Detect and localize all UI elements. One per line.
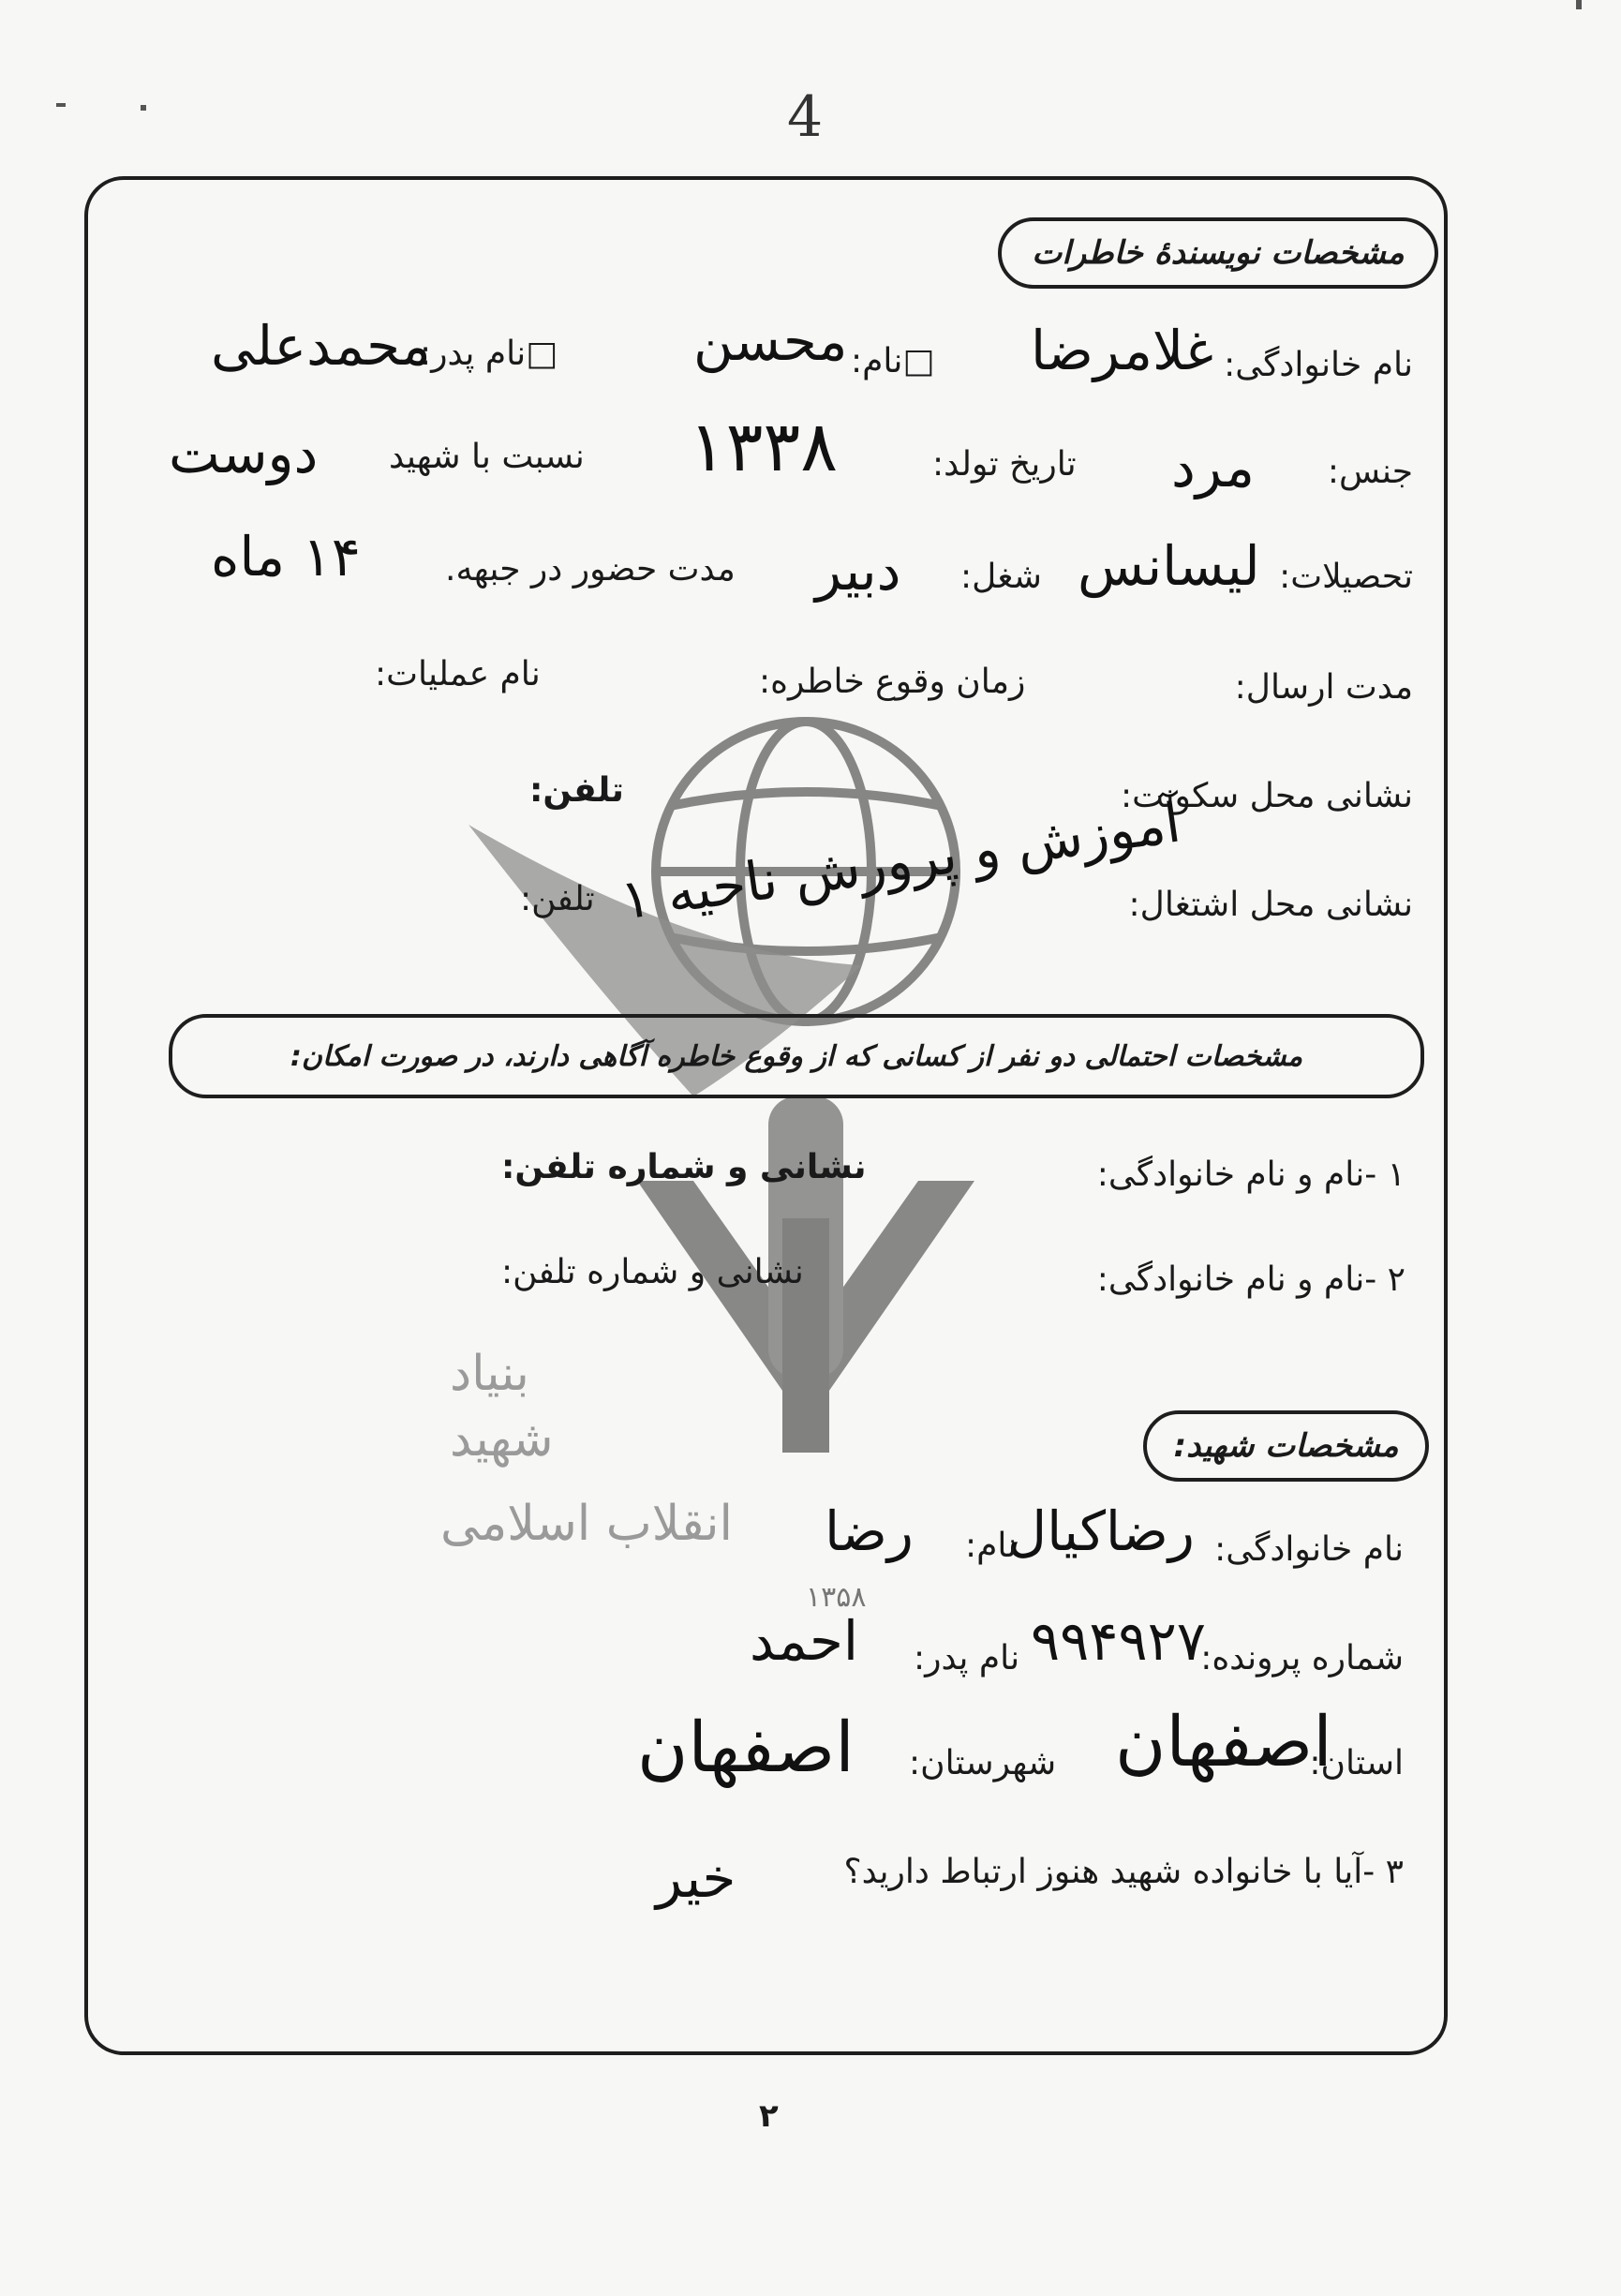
martyr-first-name-label: نام: bbox=[965, 1527, 1018, 1565]
martyr-family-name-value: رضاکیال bbox=[1007, 1499, 1195, 1563]
writer-education-label: تحصیلات: bbox=[1279, 558, 1413, 596]
section-title-writer: مشخصات نویسندهٔ خاطرات bbox=[998, 217, 1438, 289]
witness-1-contact-label: نشانی و شماره تلفن: bbox=[501, 1148, 867, 1186]
witness-2-name-label: ۲ -نام و نام خانوادگی: bbox=[1096, 1260, 1405, 1299]
handwritten-page-mark: 4 bbox=[787, 84, 824, 150]
martyr-city-label: شهرستان: bbox=[909, 1744, 1057, 1782]
witness-2-contact-label: نشانی و شماره تلفن: bbox=[501, 1253, 804, 1291]
writer-father-name-value: محمدعلی bbox=[211, 314, 431, 378]
writer-family-name-value: غلامرضا bbox=[1031, 319, 1213, 382]
stamp-line-1: بنیاد bbox=[450, 1346, 529, 1402]
work-address-value: آموزش و پرورش ناحیه ۱ bbox=[617, 790, 1184, 932]
section-title-witnesses: مشخصات احتمالی دو نفر از کسانی که از وقوع خاطره آگاهی دارند، در صورت امکان: bbox=[169, 1014, 1424, 1098]
section-title-martyr: مشخصات شهید: bbox=[1143, 1410, 1429, 1482]
writer-gender-value: مرد bbox=[1171, 436, 1255, 499]
memory-time-label: زمان وقوع خاطره: bbox=[759, 663, 1026, 701]
writer-birth-date-value: ۱۳۳۸ bbox=[689, 407, 838, 487]
martyr-file-number-label: شماره پرونده: bbox=[1200, 1639, 1404, 1677]
martyr-contact-answer: خیر bbox=[656, 1846, 736, 1910]
scan-speck bbox=[141, 105, 146, 111]
witness-1-name-label: ۱ -نام و نام خانوادگی: bbox=[1096, 1155, 1405, 1194]
writer-job-value: دبیر bbox=[815, 539, 901, 603]
martyr-file-number-value: ۹۹۴۹۲۷ bbox=[1031, 1609, 1206, 1673]
martyr-province-label: استان: bbox=[1309, 1744, 1404, 1782]
stamp-line-2: شهید bbox=[450, 1411, 554, 1468]
writer-gender-label: جنس: bbox=[1327, 453, 1413, 491]
writer-first-name-value: محسن bbox=[693, 309, 848, 373]
martyr-contact-question: ۳ -آیا با خانواده شهید هنوز ارتباط دارید؟ bbox=[843, 1853, 1404, 1891]
martyr-father-name-label: نام پدر: bbox=[914, 1639, 1020, 1677]
writer-front-duration-label: مدت حضور در جبهه. bbox=[445, 550, 736, 589]
scan-speck bbox=[56, 103, 66, 107]
stamp-year: ۱۳۵۸ bbox=[806, 1581, 867, 1614]
martyr-first-name-value: رضا bbox=[825, 1499, 914, 1563]
work-address-label: نشانی محل اشتغال: bbox=[1128, 886, 1413, 924]
writer-first-name-label: □نام: bbox=[851, 342, 935, 380]
martyr-city-value: اصفهان bbox=[637, 1707, 855, 1788]
scan-speck bbox=[1576, 0, 1582, 9]
martyr-family-name-label: نام خانوادگی: bbox=[1214, 1530, 1404, 1569]
writer-family-name-label: نام خانوادگی: bbox=[1224, 346, 1413, 384]
operation-name-label: نام عملیات: bbox=[375, 655, 541, 693]
page-number: ۲ bbox=[759, 2097, 779, 2135]
writer-father-name-label: □نام پدر: bbox=[420, 335, 558, 373]
home-phone-label: تلفن: bbox=[529, 771, 624, 810]
send-duration-label: مدت ارسال: bbox=[1234, 668, 1413, 707]
writer-relation-value: دوست bbox=[169, 422, 319, 485]
writer-front-duration-value: ۱۴ ماه bbox=[211, 525, 361, 589]
writer-job-label: شغل: bbox=[960, 558, 1042, 596]
stamp-line-3: انقلاب اسلامی bbox=[440, 1496, 733, 1552]
home-address-label: نشانی محل سکونت: bbox=[1121, 777, 1413, 815]
writer-relation-label: نسبت با شهید bbox=[389, 438, 585, 476]
work-phone-label: تلفن: bbox=[520, 880, 595, 918]
writer-birth-date-label: تاریخ تولد: bbox=[932, 445, 1077, 484]
martyr-father-name-value: احمد bbox=[750, 1609, 858, 1673]
martyr-province-value: اصفهان bbox=[1115, 1702, 1332, 1782]
writer-education-value: لیسانس bbox=[1078, 534, 1260, 598]
